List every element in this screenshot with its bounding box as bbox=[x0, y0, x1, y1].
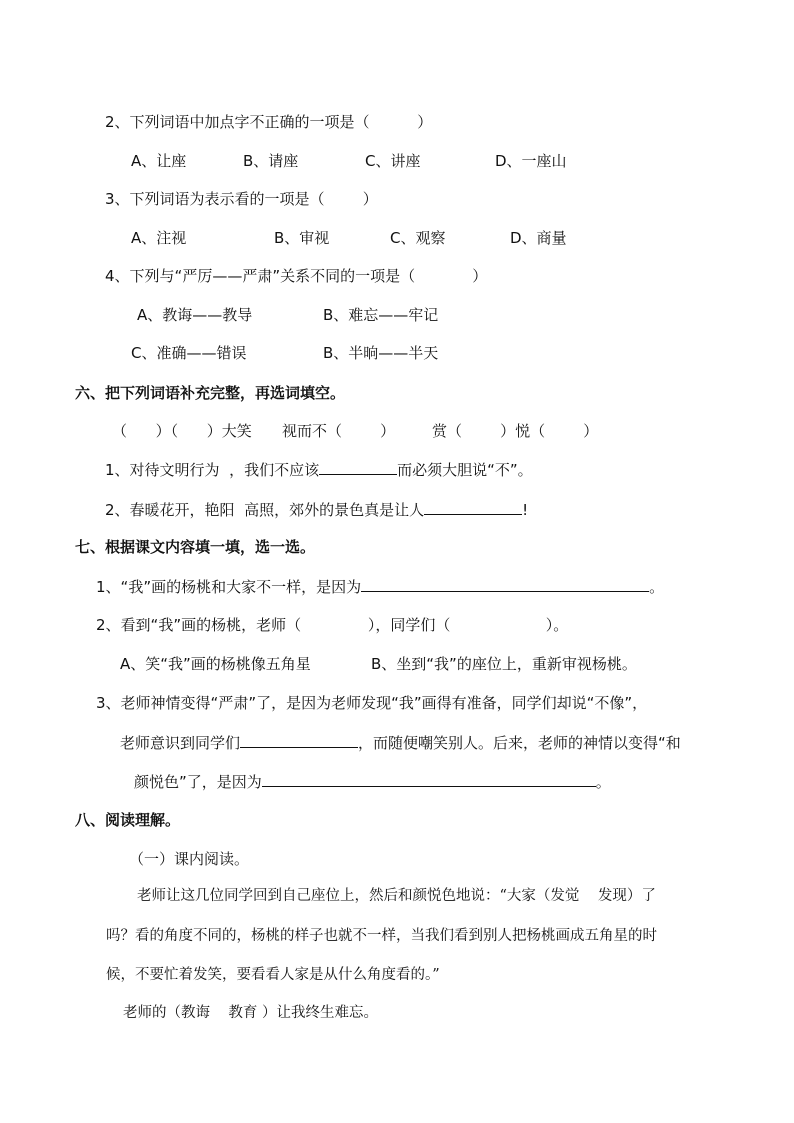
reading-line-1: 老师让这几位同学回到自己座位上，然后和颜悦色地说：“大家（发觉 发现）了 bbox=[137, 888, 656, 904]
s7-q3-blank-2[interactable] bbox=[262, 771, 596, 787]
s6-sentence-1 bbox=[105, 459, 533, 480]
s6-word-2: 视而不（ ） bbox=[282, 422, 396, 440]
q3-option-b: B、审视 bbox=[274, 229, 330, 247]
s7-q3-blank-1[interactable] bbox=[240, 732, 358, 748]
q3-question: 3、下列词语为表示看的一项是（ ） bbox=[105, 190, 378, 208]
q2-option-c: C、讲座 bbox=[365, 152, 421, 170]
s6-word-1: （ ）（ ）大笑 bbox=[112, 422, 252, 440]
s7-q3-line-2 bbox=[120, 732, 681, 753]
s7-q3-text: 老师意识到同学们 bbox=[120, 734, 241, 752]
section-7-heading: 七、根据课文内容填一填，选一选。 bbox=[75, 538, 316, 556]
q3-option-c: C、观察 bbox=[390, 229, 446, 247]
s7-q1-text-end: 。 bbox=[649, 578, 665, 596]
s8-subheading: （一）课内阅读。 bbox=[129, 850, 250, 868]
q4-question: 4、下列与“严厉——严肃”关系不同的一项是（ ） bbox=[105, 267, 488, 285]
s6-s1-blank[interactable] bbox=[319, 459, 397, 475]
s7-q3-text-2: 颜悦色”了，是因为 bbox=[134, 773, 262, 791]
section-6-heading: 六、把下列词语补充完整，再选词填空。 bbox=[75, 384, 346, 402]
s7-q2-option-a: A、笑“我”画的杨桃像五角星 bbox=[120, 655, 311, 673]
s6-s1-text: 1、对待文明行为 ，我们不应该 bbox=[105, 461, 320, 479]
s7-q2-option-b: B、坐到“我”的座位上，重新审视杨桃。 bbox=[371, 655, 637, 673]
q2-option-b: B、请座 bbox=[243, 152, 299, 170]
s6-s2-text: 2、春暖花开，艳阳 高照，郊外的景色真是让人 bbox=[105, 501, 425, 519]
s7-question-1 bbox=[96, 576, 664, 597]
q3-option-d: D、商量 bbox=[510, 229, 567, 247]
s7-question-3: 3、老师神情变得“严肃”了，是因为老师发现“我”画得有准备，同学们却说“不像”， bbox=[96, 694, 648, 712]
reading-line-4: 老师的（教诲 教育 ）让我终生难忘。 bbox=[123, 1005, 379, 1021]
s6-s2-blank[interactable] bbox=[424, 499, 522, 515]
s7-question-2: 2、看到“我”画的杨桃，老师（ ），同学们（ ）。 bbox=[96, 616, 569, 634]
reading-line-3: 候，不要忙着发笑，要看看人家是从什么角度看的。” bbox=[106, 967, 440, 983]
s7-q1-text: 1、“我”画的杨桃和大家不一样，是因为 bbox=[96, 578, 362, 596]
q2-option-d: D、一座山 bbox=[495, 152, 567, 170]
s7-q3-text-end: 。 bbox=[595, 773, 611, 791]
section-8-heading: 八、阅读理解。 bbox=[75, 811, 181, 829]
q4-option-a: A、教诲——教导 bbox=[137, 306, 253, 324]
q4-option-c: C、准确——错误 bbox=[131, 344, 247, 362]
s7-q3-line-3 bbox=[134, 771, 611, 792]
s7-q3-text-mid: ，而随便嘲笑别人。后来，老师的神情以变得“和 bbox=[358, 734, 681, 752]
s6-s1-text-end: 而必须大胆说“不”。 bbox=[397, 461, 533, 479]
s6-sentence-2 bbox=[105, 499, 528, 520]
q3-option-a: A、注视 bbox=[131, 229, 187, 247]
q4-option-b: B、难忘——牢记 bbox=[323, 306, 439, 324]
s7-q1-blank[interactable] bbox=[361, 576, 649, 592]
q2-option-a: A、让座 bbox=[131, 152, 187, 170]
q4-option-d: B、半晌——半天 bbox=[323, 344, 439, 362]
s6-s2-text-end: ! bbox=[522, 501, 529, 519]
q2-question: 2、下列词语中加点字不正确的一项是（ ） bbox=[105, 113, 433, 131]
s6-word-3: 赏（ ）悦（ ） bbox=[432, 422, 599, 440]
reading-line-2: 吗？看的角度不同的，杨桃的样子也就不一样，当我们看到别人把杨桃画成五角星的时 bbox=[106, 928, 657, 944]
